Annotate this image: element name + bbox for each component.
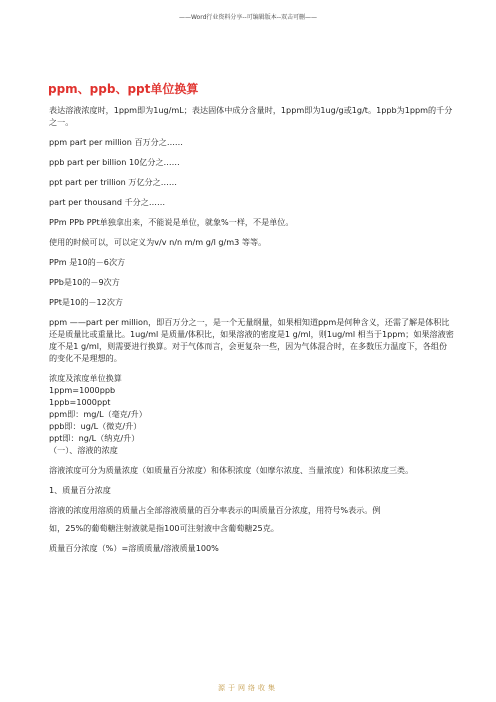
paragraph-ppt-def: ppt part per trillion 万亿分之…… [49, 177, 177, 187]
paragraph-ppth-def: part per thousand 千分之…… [49, 197, 166, 207]
paragraph-ppm-power: PPm 是10的－6次方 [49, 257, 126, 267]
page-header: ——Word行业资料分享--可编辑版本--双击可删—— [178, 14, 318, 21]
paragraph-not-units: PPm PPb PPt单独拿出来，不能说是单位，就象%一样，不是单位。 [49, 217, 294, 227]
paragraph-section-heading: （一）、溶液的浓度 [49, 445, 118, 455]
paragraph-mass-percent-heading: 1、质量百分浓度 [49, 485, 111, 495]
paragraph-conv-5: ppt即：ng/L（纳克/升） [49, 433, 140, 443]
page-footer: 源于网络收集 [218, 684, 278, 692]
paragraph-intro: 表达溶液浓度时，1ppm即为1ug/mL；表达固体中成分含量时，1ppm即为1ug/g或1g/t。1ppb为1ppm的千分之一。 [49, 105, 453, 127]
paragraph-conv-3: ppm即：mg/L（毫克/升） [49, 409, 147, 419]
paragraph-conv-2: 1ppb=1000ppt [49, 397, 111, 407]
paragraph-mass-percent-def: 溶液的浓度用溶质的质量占全部溶液质量的百分率表示的叫质量百分浓度，用符号%表示。例 [49, 505, 381, 515]
paragraph-formula: 质量百分浓度（%）=溶质质量/溶液质量100% [49, 543, 219, 553]
paragraph-ppb-power: PPb是10的－9次方 [49, 277, 120, 287]
document-body [49, 104, 454, 562]
paragraph-conversion-heading: 浓度及浓度单位换算 [49, 373, 122, 383]
paragraph-conv-1: 1ppm=1000ppb [49, 385, 116, 395]
paragraph-example: 如，25%的葡萄糖注射液就是指100可注射液中含葡萄糖25克。 [49, 523, 279, 533]
paragraph-concentration-types: 溶液浓度可分为质量浓度（如质量百分浓度）和体积浓度（如摩尔浓度、当量浓度）和体积浓度三类。 [49, 465, 414, 475]
document-title: ppm、ppb、ppt单位换算 [48, 82, 199, 96]
paragraph-ppt-power: PPt是10的－12次方 [49, 297, 124, 307]
paragraph-conv-4: ppb即：ug/L（微克/升） [49, 421, 142, 431]
paragraph-ppm-explain: ppm ——part per million，即百万分之一，是一个无量纲量，如果相知道ppm是何种含义，还需了解是体积比还是质量比或重量比。1ug/ml 是质量/体积比，如果溶液的密度是1 g/ml，则1ug/ml 相当于1ppm；如果溶液密度不是1 g/ml，则需要进行换算。对于气体而言，会更复杂一些，因为气体混合时，在多数压力温度下，各组份的变化不是理想的。 [49, 317, 454, 363]
paragraph-ppb-def: ppb part per billion 10亿分之…… [49, 157, 180, 167]
paragraph-ppm-def: ppm part per million 百万分之…… [49, 137, 184, 147]
paragraph-usage: 使用的时候可以，可以定义为v/v n/n m/m g/l g/m3 等等。 [49, 237, 267, 247]
